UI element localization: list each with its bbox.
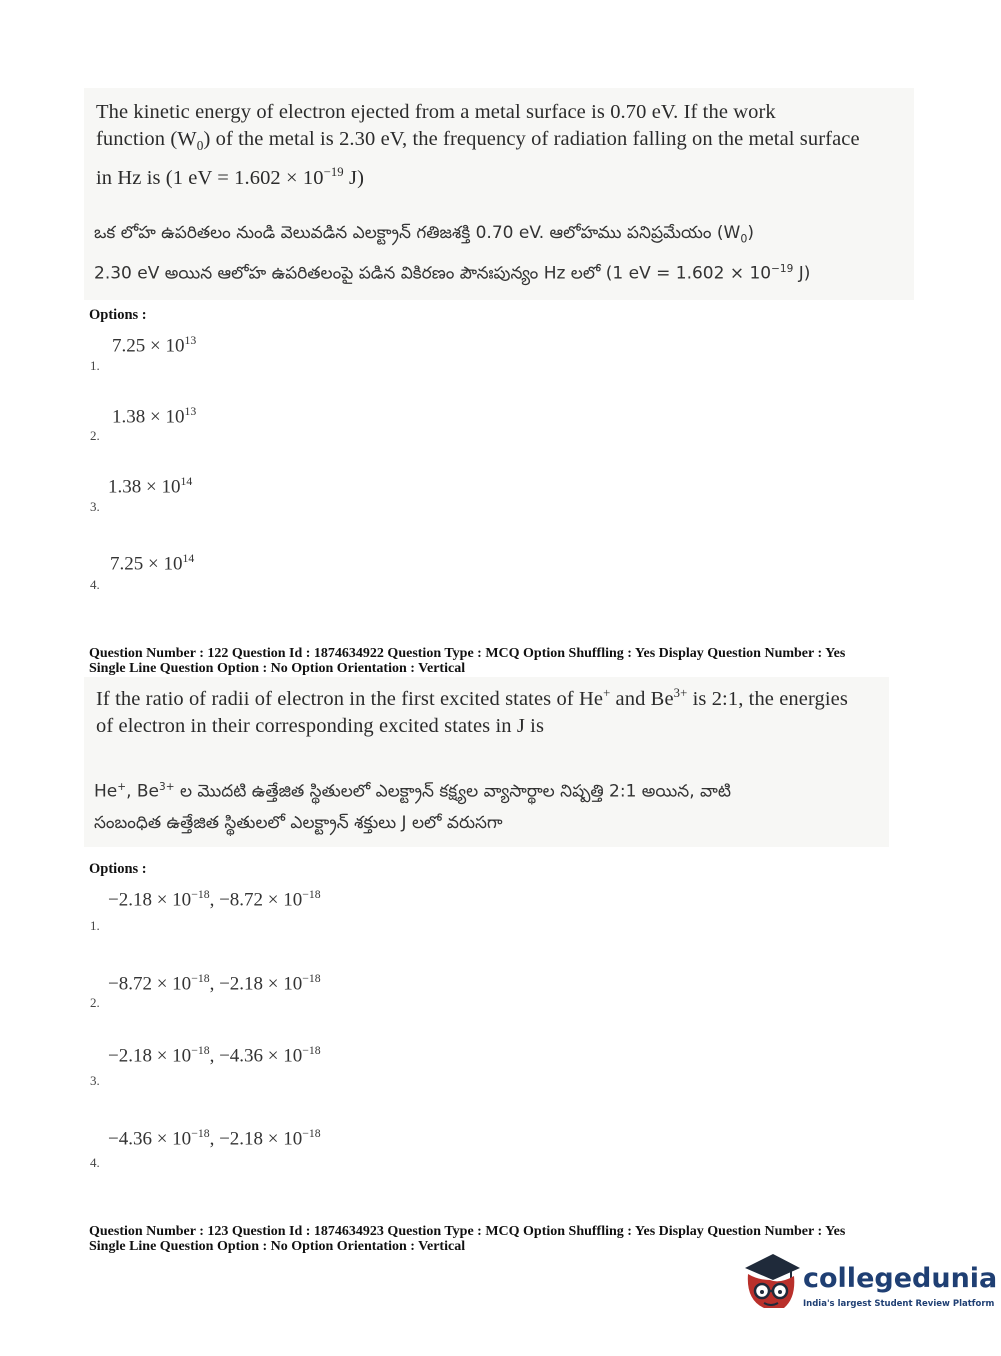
option-number: 1. (90, 918, 100, 933)
question-stem-telugu (94, 218, 909, 290)
option-number: 4. (90, 1155, 100, 1170)
meta-line: Question Number : 122 Question Id : 1874634922 Question Type : MCQ Option Shuffling : Yes Display Question Number : Yes (89, 646, 846, 661)
question-123-meta (89, 1224, 845, 1254)
question-121-stem-image (84, 88, 914, 300)
stem-line: in Hz is (1 eV = $1.602 \times 10^{-19}$ J) (96, 165, 364, 189)
options-label: Options : (89, 861, 147, 877)
option-number: 1. (90, 358, 100, 373)
question-stem-english (96, 680, 886, 740)
option-value: $1.38 \times 10^{14}$ (108, 475, 193, 498)
option-3[interactable] (88, 1042, 408, 1090)
stem-line: ఒక లోహ ఉపరితలం నుండి వెలువడిన ఎలక్ట్రాన్ గతిజశక్తి 0.70 eV. ఆలోహము పనిప్రమేయం $(W_0)$ (94, 223, 755, 246)
mascot-icon (740, 1250, 802, 1316)
option-value: $7.25 \times 10^{14}$ (110, 552, 195, 575)
option-2[interactable] (88, 970, 408, 1018)
meta-line: Question Number : 123 Question Id : 1874634923 Question Type : MCQ Option Shuffling : Yes Display Question Number : Yes (89, 1224, 846, 1239)
question-stem-telugu (94, 772, 884, 839)
stem-line: of electron in their corresponding excited states in J is (96, 714, 545, 737)
options-label: Options : (89, 307, 147, 323)
option-value: $-2.18 \times 10^{-18}$, $-4.36 \times 10^{-18}$ (108, 1044, 321, 1067)
option-value: $1.38 \times 10^{13}$ (112, 405, 197, 428)
stem-line: 2.30 eV అయిన ఆలోహ ఉపరితలంపై పడిన వికిరణం పౌనఃపున్యం Hz లలో (1 eV = $1.602 \times 10^{-19}$ J) (94, 263, 811, 285)
meta-line: Single Line Question Option : No Option Orientation : Vertical (89, 1239, 466, 1254)
option-1[interactable] (88, 886, 408, 934)
option-2[interactable] (88, 403, 288, 451)
option-number: 3. (90, 1073, 100, 1088)
option-value: $7.25 \times 10^{13}$ (112, 334, 197, 357)
stem-line: The kinetic energy of electron ejected from a metal surface is 0.70 eV. If the work (96, 101, 776, 123)
stem-line: సంబంధిత ఉత్తేజిత స్థితులలో ఎలక్ట్రాన్ శక్తులు J లలో వరుసగా (94, 812, 503, 833)
option-number: 2. (90, 995, 100, 1010)
option-4[interactable] (88, 550, 288, 598)
logo-tagline: India's largest Student Review Platform (803, 1299, 995, 1309)
option-value: $-4.36 \times 10^{-18}$, $-2.18 \times 10^{-18}$ (108, 1127, 321, 1150)
option-1[interactable] (88, 332, 288, 380)
collegedunia-logo[interactable] (740, 1250, 998, 1320)
option-number: 2. (90, 428, 100, 443)
option-number: 4. (90, 577, 100, 592)
option-number: 3. (90, 499, 100, 514)
stem-line: function $(W_0)$ of the metal is 2.30 eV, the frequency of radiation falling on the metal surface (96, 128, 860, 154)
option-4[interactable] (88, 1125, 408, 1173)
question-122-stem-image (84, 677, 889, 847)
question-122-meta (89, 646, 845, 676)
option-value: $-2.18 \times 10^{-18}$, $-8.72 \times 10^{-18}$ (108, 888, 321, 911)
meta-line: Single Line Question Option : No Option Orientation : Vertical (89, 661, 466, 676)
option-3[interactable] (88, 473, 288, 521)
question-stem-english (96, 99, 911, 192)
stem-line: He+, $Be^{3+}$ ల మొదటి ఉత్తేజిత స్థితులలో ఎలక్ట్రాన్ కక్ష్యల వ్యాసార్థాల నిష్పత్తి 2:1 అయిన, వాటి (94, 781, 731, 802)
option-value: $-8.72 \times 10^{-18}$, $-2.18 \times 10^{-18}$ (108, 972, 321, 995)
stem-line: If the ratio of radii of electron in the first excited states of He+ and $Be^{3+}$ is 2:1, the energies (96, 686, 848, 710)
logo-wordmark: collegedunia (803, 1263, 998, 1294)
